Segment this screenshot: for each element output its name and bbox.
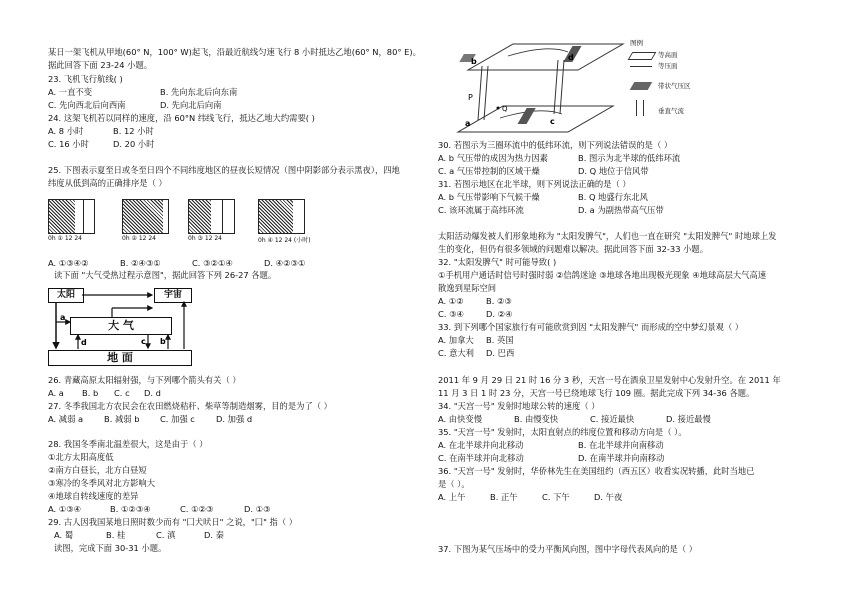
q26-opt-b: B. b — [82, 388, 99, 398]
q30-opt-a: A. b 气压带的成因为热力因素 — [438, 153, 548, 163]
q35-opt-c: C. 在南半球并向北移动 — [438, 453, 524, 463]
q26-opt-a: A. a — [48, 388, 64, 398]
fig-label-c: c — [550, 117, 555, 126]
fig-label-a: a — [465, 119, 471, 128]
tiangong-line-2: 11 月 3 日 1 时 23 分，天宫一号已绕地球飞行 109 圈。据此完成下列 34-36 各题。 — [438, 388, 755, 398]
q35-opt-a: A. 在北半球并向北移动 — [438, 440, 524, 450]
q34-opt-c: C. 接近最快 — [590, 414, 635, 424]
q28-opt-b: B. ①②③④ — [110, 504, 151, 514]
space-box: 宇宙 — [154, 288, 192, 303]
diagram-arrows — [48, 284, 198, 368]
strip-axis-2: 0h ② 12 24 — [122, 235, 156, 242]
q34-opt-d: D. 接近最慢 — [666, 414, 711, 424]
q23-opt-d: D. 先向北后向南 — [160, 100, 222, 110]
intro-line-2: 据此回答下面 23-24 小题。 — [48, 60, 153, 70]
q25-opt-b: B. ②④③① — [120, 258, 161, 268]
q28-item-3: ③寒冷的冬季风对北方影响大 — [48, 478, 156, 488]
label-b: b — [160, 337, 166, 346]
atmosphere-box: 大 气 — [70, 317, 172, 335]
q26-opt-d: D. d — [144, 388, 161, 398]
fig-label-b: b — [471, 57, 477, 66]
q36-line-1: 36. "天宫一号" 发射时，华侨林先生在美国纽约（西五区）收看实况转播，此时当地已 — [438, 466, 755, 476]
q30-opt-c: C. a 气压带控制的区域干燥 — [438, 166, 540, 176]
legend-item-3: 带状气压区 — [658, 82, 691, 90]
q25-opt-a: A. ①③④② — [48, 258, 89, 268]
q30-opt-b: B. 图示为北半球的低纬环流 — [578, 153, 681, 163]
strip-axis-4: 0h ④ 12 24 (小时) — [258, 237, 311, 244]
q31-opt-a: A. b 气压带影响下气候干燥 — [438, 192, 540, 202]
legend-item-4: 垂直气流 — [658, 107, 684, 115]
q31-opt-d: D. a 为副热带高气压带 — [578, 205, 664, 215]
q24: 24. 这架飞机若以同样的速度，沿 60°N 纬线飞行，抵达乙地大约需要( ) — [48, 113, 315, 123]
q31-opt-c: C. 该环流属于高纬环流 — [438, 205, 524, 215]
q25-line-1: 25. 下图表示夏至日或冬至日四个不同纬度地区的昼夜长短情况（图中阴影部分表示黑夜），四地 — [48, 165, 400, 175]
q29-opt-c: C. 滇 — [156, 530, 176, 540]
q23-opt-a: A. 一直不变 — [48, 87, 92, 97]
q34: 34. "天宫一号" 发射时地球公转的速度（ ） — [438, 401, 600, 411]
q26-opt-c: C. c — [114, 388, 130, 398]
q36-opt-c: C. 下午 — [542, 492, 570, 502]
daynight-strip-2 — [122, 199, 169, 234]
fig-label-d: d — [568, 53, 574, 62]
q29: 29. 古人因我国某地日照时数少而有 "囗犬吠日" 之说，"囗" 指（ ） — [48, 517, 298, 527]
q27-opt-b: B. 减弱 b — [104, 414, 140, 424]
q34-opt-b: B. 由慢变快 — [514, 414, 559, 424]
q32-opt-b: B. ②③ — [486, 296, 512, 306]
solar-line-2: 生的变化，但仍有很多领域的问题难以解决。据此回答下面 32-33 小题。 — [438, 244, 708, 254]
label-d: d — [81, 338, 87, 347]
q27-opt-c: C. 加强 c — [160, 414, 195, 424]
q25-opt-c: C. ③②①④ — [192, 258, 233, 268]
q32-opt-a: A. ①② — [438, 296, 464, 306]
strip-axis-1: 0h ① 12 24 — [48, 235, 82, 242]
q30: 30. 若图示为三圈环流中的低纬环流，则下列说法错误的是（ ） — [438, 140, 673, 150]
diagram-intro: 读下面 "大气受热过程示意图"，据此回答下列 26-27 各题。 — [54, 270, 277, 280]
q33-opt-c: C. 意大利 — [438, 348, 474, 358]
q34-opt-a: A. 由快变慢 — [438, 414, 482, 424]
legend-item-1: 等高面 — [658, 51, 678, 59]
q32-line-2: 散逸到星际空间 — [438, 283, 497, 293]
q24-opt-c: C. 16 小时 — [48, 139, 89, 149]
q36-line-2: 是（ ）。 — [438, 479, 470, 489]
fig-label-q: Q — [502, 105, 508, 113]
q28-item-2: ②南方白昼长，北方白昼短 — [48, 465, 147, 475]
q24-opt-a: A. 8 小时 — [48, 126, 84, 136]
label-a: a — [60, 313, 66, 322]
q35-opt-b: B. 在北半球并向南移动 — [578, 440, 664, 450]
q32-opt-c: C. ③④ — [438, 309, 464, 319]
q35: 35. "天宫一号" 发射时，太阳直射点的纬度位置和移动方向是（ ）。 — [438, 427, 687, 437]
figure-legend — [630, 38, 720, 128]
q28-opt-c: C. ①②③ — [180, 504, 214, 514]
q29-opt-d: D. 秦 — [204, 530, 224, 540]
q26: 26. 青藏高原太阳辐射强，与下列哪个箭头有关（ ） — [48, 375, 241, 385]
q24-opt-b: B. 12 小时 — [113, 126, 154, 136]
q31: 31. 若图示地区在北半球，则下列说法正确的是（ ） — [438, 179, 631, 189]
q33: 33. 到下列哪个国家旅行有可能欣赏到因 "太阳发脾气" 而形成的空中梦幻景观（ ） — [438, 322, 744, 332]
q27: 27. 冬季我国北方农民会在农田燃烧秸秆、柴草等制造烟雾，目的是为了（ ） — [48, 401, 332, 411]
q29-opt-b: B. 桂 — [106, 530, 126, 540]
daynight-strip-3 — [188, 199, 235, 234]
q23: 23. 飞机飞行航线( ) — [48, 74, 123, 84]
intro-line-1: 某日一架飞机从甲地(60° N，100° W)起飞，沿最近航线匀速飞行 8 小时抵达乙地(60° N，80° E)。 — [48, 47, 421, 57]
q25-opt-d: D. ④②③① — [264, 258, 306, 268]
fig-label-p: P — [468, 93, 473, 102]
q27-opt-a: A. 减弱 a — [48, 414, 84, 424]
daynight-strip-4 — [258, 199, 305, 234]
q33-opt-a: A. 加拿大 — [438, 335, 474, 345]
q32-opt-d: D. ②④ — [486, 309, 513, 319]
ground-box: 地 面 — [48, 350, 192, 366]
q33-opt-b: B. 英国 — [486, 335, 514, 345]
q36-opt-a: A. 上午 — [438, 492, 466, 502]
q23-opt-b: B. 先向东北后向东南 — [160, 87, 238, 97]
q28-opt-d: D. ①③ — [244, 504, 271, 514]
label-c: c — [141, 337, 146, 346]
q35-opt-d: D. 在南半球并向南移动 — [578, 453, 665, 463]
q31-opt-b: B. Q 地盛行东北风 — [578, 192, 648, 202]
daynight-strip-1 — [48, 199, 95, 234]
tiangong-line-1: 2011 年 9 月 29 日 21 时 16 分 3 秒，天宫一号在酒泉卫星发射中心发射升空。在 2011 年 — [438, 375, 781, 385]
q27-opt-d: D. 加强 d — [216, 414, 253, 424]
q28-item-1: ①北方太阳高度低 — [48, 452, 114, 462]
q28: 28. 我国冬季南北温差很大，这是由于（ ） — [48, 439, 208, 449]
solar-line-1: 太阳活动爆发被人们形象地称为 "太阳发脾气"，人们也一直在研究 "太阳发脾气" 时地球上发 — [438, 231, 777, 241]
q32-line-1: ①手机用户通话时信号时强时弱 ②信鸽迷途 ③地球各地出现极光现象 ④地球高层大气高速 — [438, 270, 767, 280]
q25-line-2: 纬度从低到高的正确排序是（ ） — [48, 178, 167, 188]
legend-item-2: 等压面 — [658, 62, 678, 70]
q30-intro: 读图，完成下面 30-31 小题。 — [54, 543, 167, 553]
strip-axis-3: 0h ③ 12 24 — [188, 235, 222, 242]
q32: 32. "太阳发脾气" 时可能导致( ) — [438, 257, 557, 267]
q24-opt-d: D. 20 小时 — [113, 139, 155, 149]
q36-opt-b: B. 正午 — [490, 492, 518, 502]
sun-box: 太阳 — [48, 288, 84, 303]
q23-opt-c: C. 先向西北后向西南 — [48, 100, 126, 110]
legend-title: 图例 — [630, 39, 643, 47]
q37: 37. 下图为某气压场中的受力平衡风向图，图中字母代表风向的是（ ） — [438, 544, 698, 554]
q28-opt-a: A. ①③④ — [48, 504, 82, 514]
atmosphere-diagram — [48, 284, 198, 368]
q36-opt-d: D. 午夜 — [594, 492, 623, 502]
q29-opt-a: A. 蜀 — [54, 530, 74, 540]
q28-item-4: ④地球自转线速度的差异 — [48, 491, 139, 501]
q33-opt-d: D. 巴西 — [486, 348, 515, 358]
q30-opt-d: D. Q 地位于信风带 — [578, 166, 649, 176]
